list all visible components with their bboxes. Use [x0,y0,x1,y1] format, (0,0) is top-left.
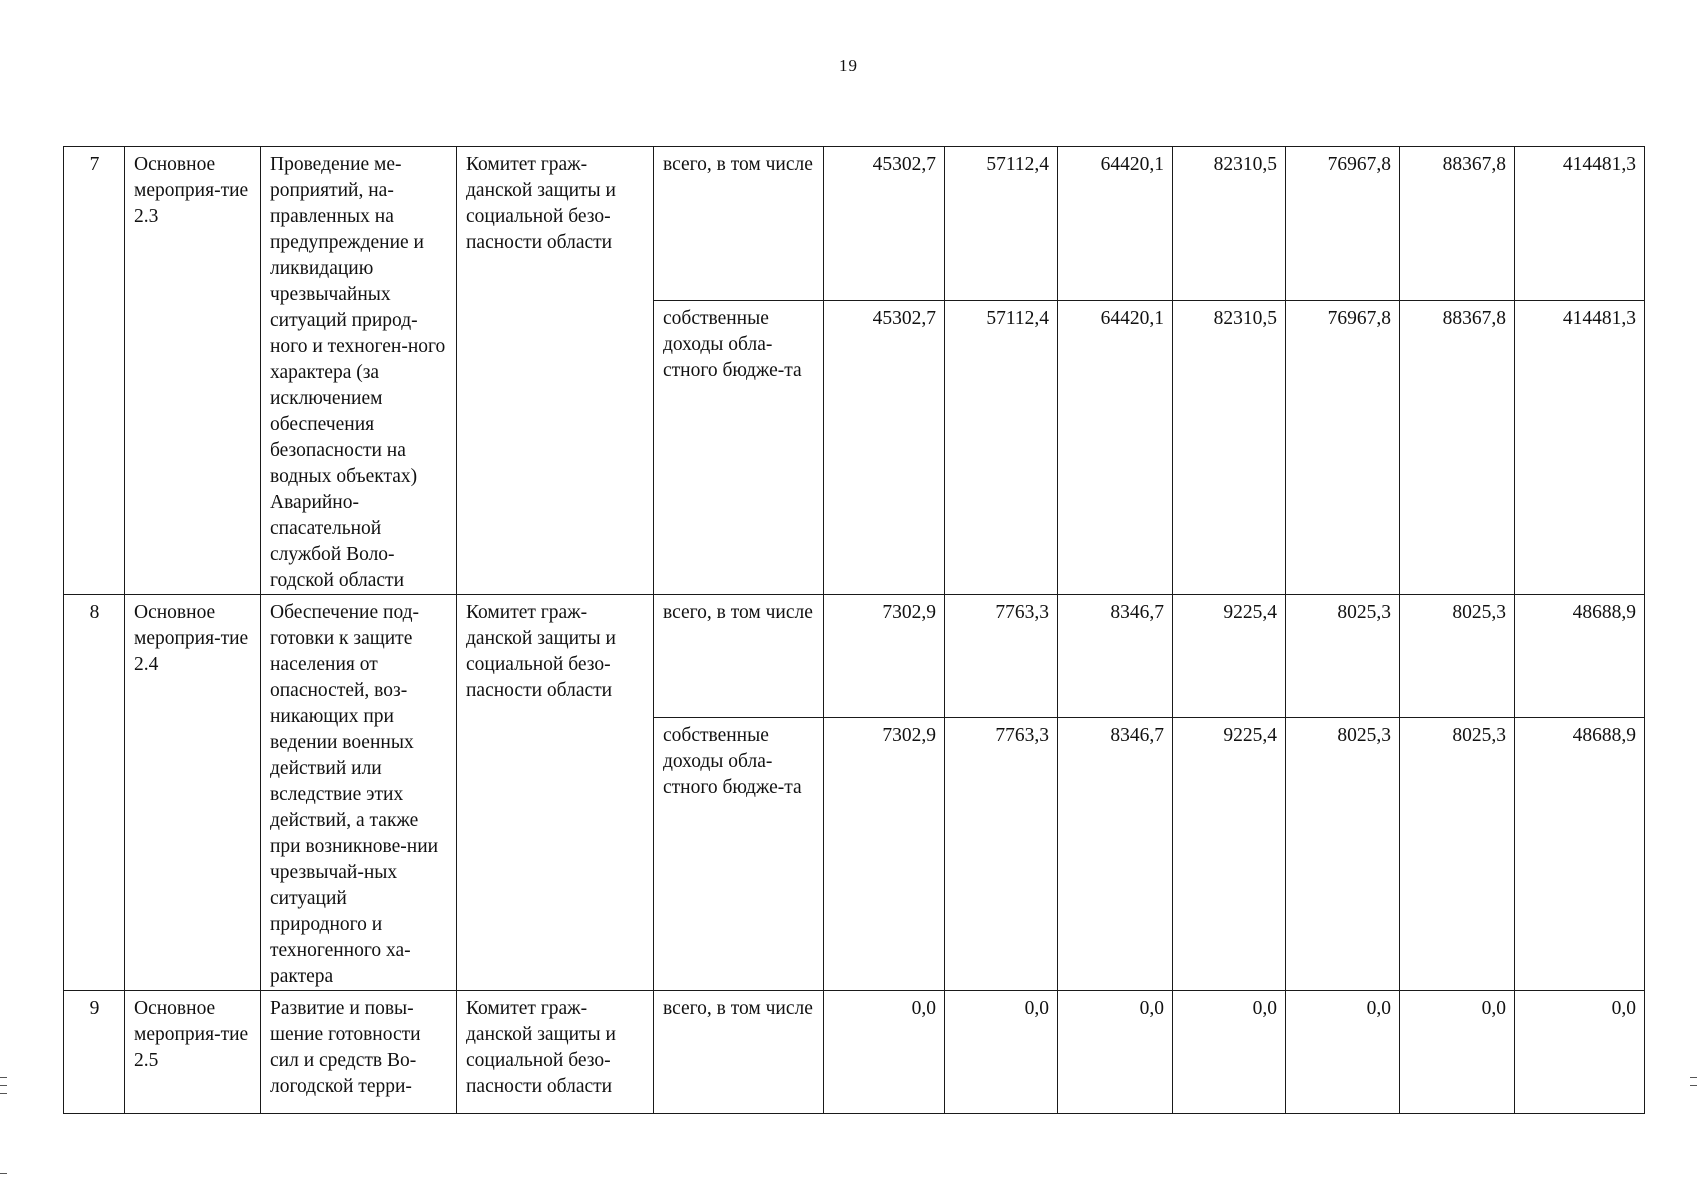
scan-edge-mark [1690,1085,1697,1086]
event-description: Обеспечение под-готовки к защите населения от опасностей, воз-никающих при ведении военных действий или вследствие этих действий, а также при возникнове-нии чрезвычай-ных ситуаций природного и техногенного ха-рактера [261,595,457,991]
total-cell: 48688,9 [1515,595,1645,718]
funding-source: всего, в том числе [654,595,824,718]
value-cell: 57112,4 [945,147,1058,301]
row-number: 8 [64,595,125,991]
value-cell: 57112,4 [945,300,1058,594]
total-cell: 0,0 [1515,991,1645,1114]
funding-source: всего, в том числе [654,147,824,301]
scan-edge-mark [0,1077,7,1078]
value-cell: 7763,3 [945,595,1058,718]
value-cell: 88367,8 [1400,300,1515,594]
page-number: 19 [839,56,858,75]
value-cell: 45302,7 [824,300,945,594]
value-cell: 9225,4 [1173,595,1286,718]
value-cell: 0,0 [1058,991,1173,1114]
executor: Комитет граж-данской защиты и социальной безо-пасности области [457,147,654,595]
executor: Комитет граж-данской защиты и социальной безо-пасности области [457,991,654,1114]
funding-source: собственные доходы обла-стного бюдже-та [654,300,824,594]
scan-edge-mark [0,1093,7,1094]
row-number: 7 [64,147,125,595]
value-cell: 7302,9 [824,718,945,991]
executor: Комитет граж-данской защиты и социальной безо-пасности области [457,595,654,991]
value-cell: 0,0 [945,991,1058,1114]
value-cell: 64420,1 [1058,300,1173,594]
value-cell: 88367,8 [1400,147,1515,301]
total-cell: 414481,3 [1515,147,1645,301]
value-cell: 0,0 [1400,991,1515,1114]
value-cell: 8025,3 [1286,595,1400,718]
budget-table [63,146,1645,1114]
value-cell: 9225,4 [1173,718,1286,991]
value-cell: 7302,9 [824,595,945,718]
event-description: Проведение ме-роприятий, на-правленных на предупреждение и ликвидацию чрезвычайных ситуаций природ-ного и техноген-ного характера (за исключением обеспечения безопасности на водных объектах) Аварийно-спасательной службой Воло-годской области [261,147,457,595]
funding-source: всего, в том числе [654,991,824,1114]
value-cell: 45302,7 [824,147,945,301]
table-row [64,991,1645,1114]
event-name: Основное мероприя-тие 2.5 [125,991,261,1114]
scan-edge-mark [1690,1077,1697,1078]
total-cell: 414481,3 [1515,300,1645,594]
value-cell: 8025,3 [1400,595,1515,718]
value-cell: 0,0 [1173,991,1286,1114]
row-number: 9 [64,991,125,1114]
value-cell: 7763,3 [945,718,1058,991]
value-cell: 76967,8 [1286,300,1400,594]
event-name: Основное мероприя-тие 2.4 [125,595,261,991]
value-cell: 8025,3 [1286,718,1400,991]
value-cell: 82310,5 [1173,147,1286,301]
table-row [64,147,1645,301]
table-row [64,595,1645,718]
event-description: Развитие и повы-шение готовности сил и средств Во-логодской терри- [261,991,457,1114]
value-cell: 0,0 [1286,991,1400,1114]
scan-edge-mark [0,1173,7,1174]
value-cell: 76967,8 [1286,147,1400,301]
value-cell: 64420,1 [1058,147,1173,301]
value-cell: 8346,7 [1058,718,1173,991]
value-cell: 82310,5 [1173,300,1286,594]
value-cell: 8025,3 [1400,718,1515,991]
scan-edge-mark [0,1085,7,1086]
value-cell: 8346,7 [1058,595,1173,718]
total-cell: 48688,9 [1515,718,1645,991]
event-name: Основное мероприя-тие 2.3 [125,147,261,595]
value-cell: 0,0 [824,991,945,1114]
funding-source: собственные доходы обла-стного бюдже-та [654,718,824,991]
